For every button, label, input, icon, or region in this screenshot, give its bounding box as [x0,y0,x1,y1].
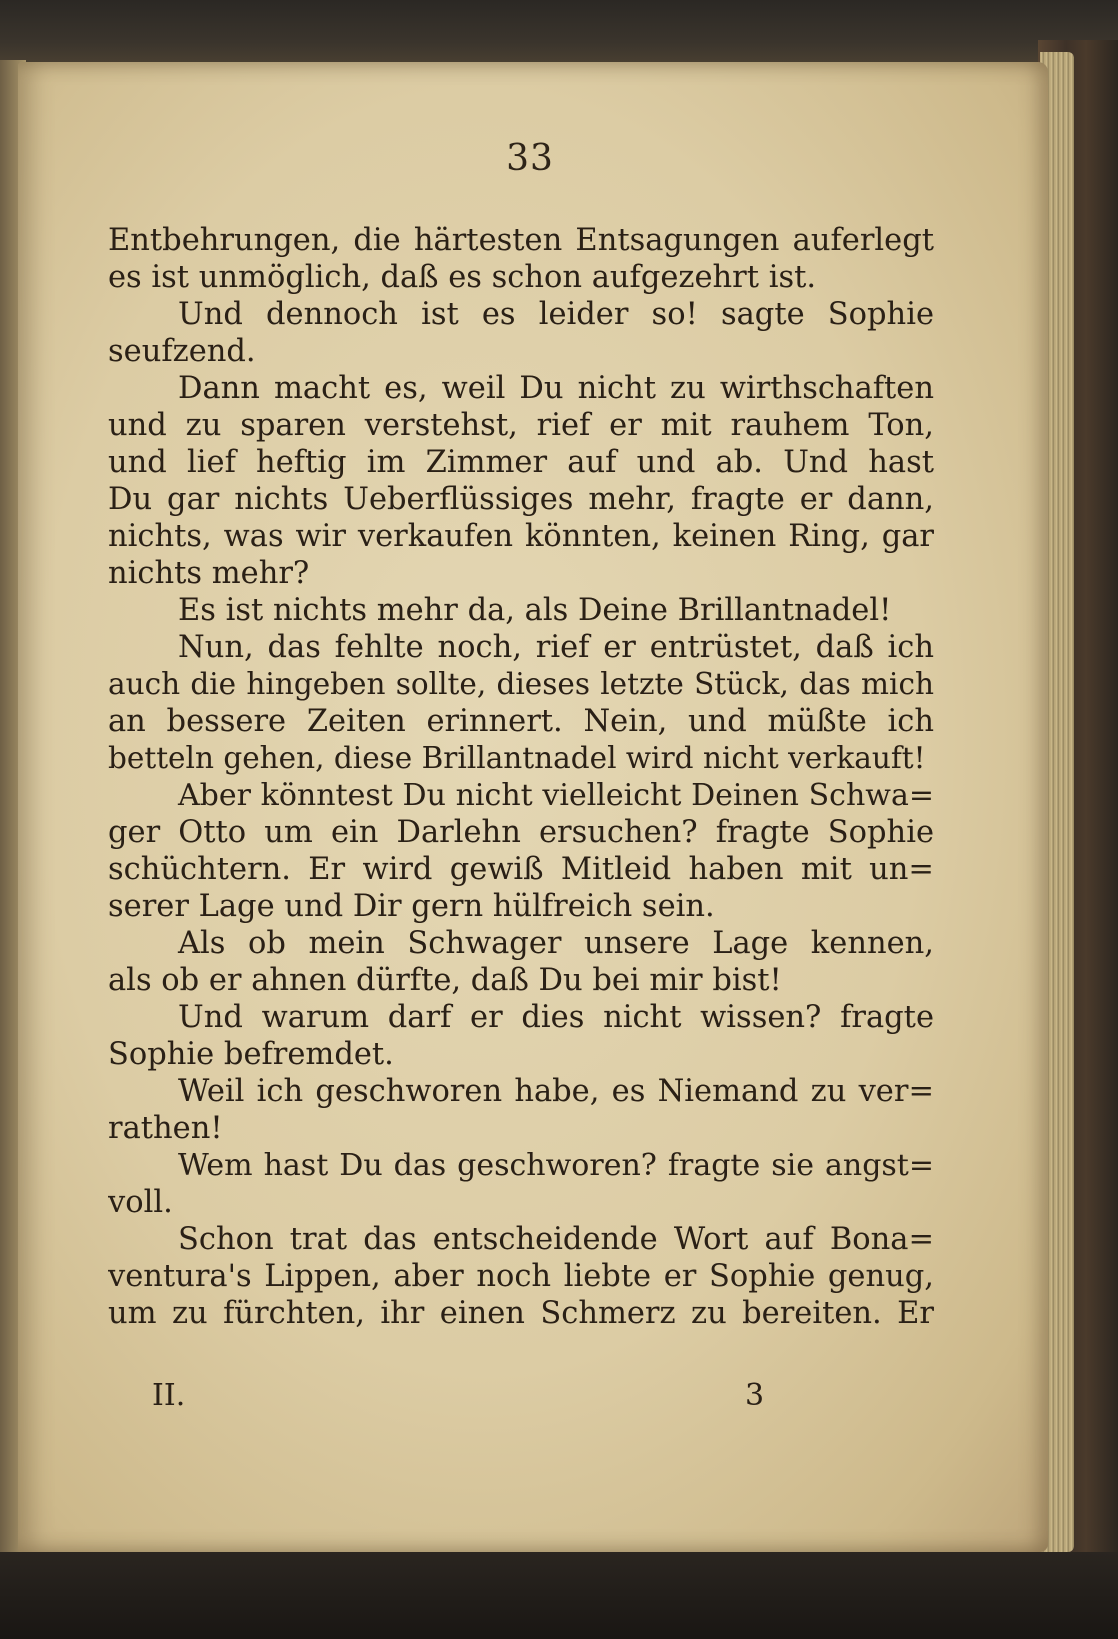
text-line: voll. [108,1185,173,1220]
sheet-number: 3 [745,1378,765,1413]
book-cover-bottom [0,1552,1118,1639]
text-line: Dann macht es, weil Du nicht zu wirthschaften [178,371,934,406]
text-line: an bessere Zeiten erinnert. Nein, und müßte ich [108,704,934,739]
text-line: serer Lage und Dir gern hülfreich sein. [108,889,715,924]
text-line: ventura's Lippen, aber noch liebte er Sophie genug, [108,1259,934,1294]
text-line: Und dennoch ist es leider so! sagte Sophie [178,297,934,332]
text-line: und lief heftig im Zimmer auf und ab. Und hast [108,445,934,480]
text-line: es ist unmöglich, daß es schon aufgezehrt ist. [108,260,817,295]
text-line: betteln gehen, diese Brillantnadel wird nicht verkauft! [108,741,926,775]
text-line: Entbehrungen, die härtesten Entsagungen auferlegt [108,223,934,258]
text-line: auch die hingeben sollte, dieses letzte Stück, das mich [108,667,934,701]
text-line: Nun, das fehlte noch, rief er entrüstet, daß ich [178,630,934,665]
text-line: Du gar nichts Ueberflüssiges mehr, fragte er dann, [108,482,934,517]
text-line: Aber könntest Du nicht vielleicht Deinen Schwa= [178,778,934,813]
text-line: ger Otto um ein Darlehn ersuchen? fragte Sophie [108,815,934,850]
text-line: als ob er ahnen dürfte, daß Du bei mir bist! [108,963,782,998]
page-text [108,222,934,1332]
text-line: Weil ich geschworen habe, es Niemand zu ver= [178,1074,934,1109]
text-line: nichts mehr? [108,556,310,591]
text-line: Schon trat das entscheidende Wort auf Bona= [178,1222,934,1257]
text-line: Es ist nichts mehr da, als Deine Brillantnadel! [178,593,892,628]
text-line: Wem hast Du das geschworen? fragte sie angst= [178,1148,934,1183]
text-line: rathen! [108,1111,223,1146]
text-line: seufzend. [108,334,256,369]
text-line: Als ob mein Schwager unsere Lage kennen, [178,926,934,961]
text-line: Sophie befremdet. [108,1037,394,1072]
page-number: 33 [506,138,554,179]
text-line: Und warum darf er dies nicht wissen? fragte [178,1000,934,1035]
text-line: nichts, was wir verkaufen könnten, keinen Ring, gar [108,519,934,554]
text-line: und zu sparen verstehst, rief er mit rauhem Ton, [108,408,934,443]
sheet-signature: II. [152,1378,186,1413]
book-cover-top [0,0,1118,70]
text-line: um zu fürchten, ihr einen Schmerz zu bereiten. Er [108,1296,934,1331]
text-line: schüchtern. Er wird gewiß Mitleid haben mit un= [108,852,934,887]
